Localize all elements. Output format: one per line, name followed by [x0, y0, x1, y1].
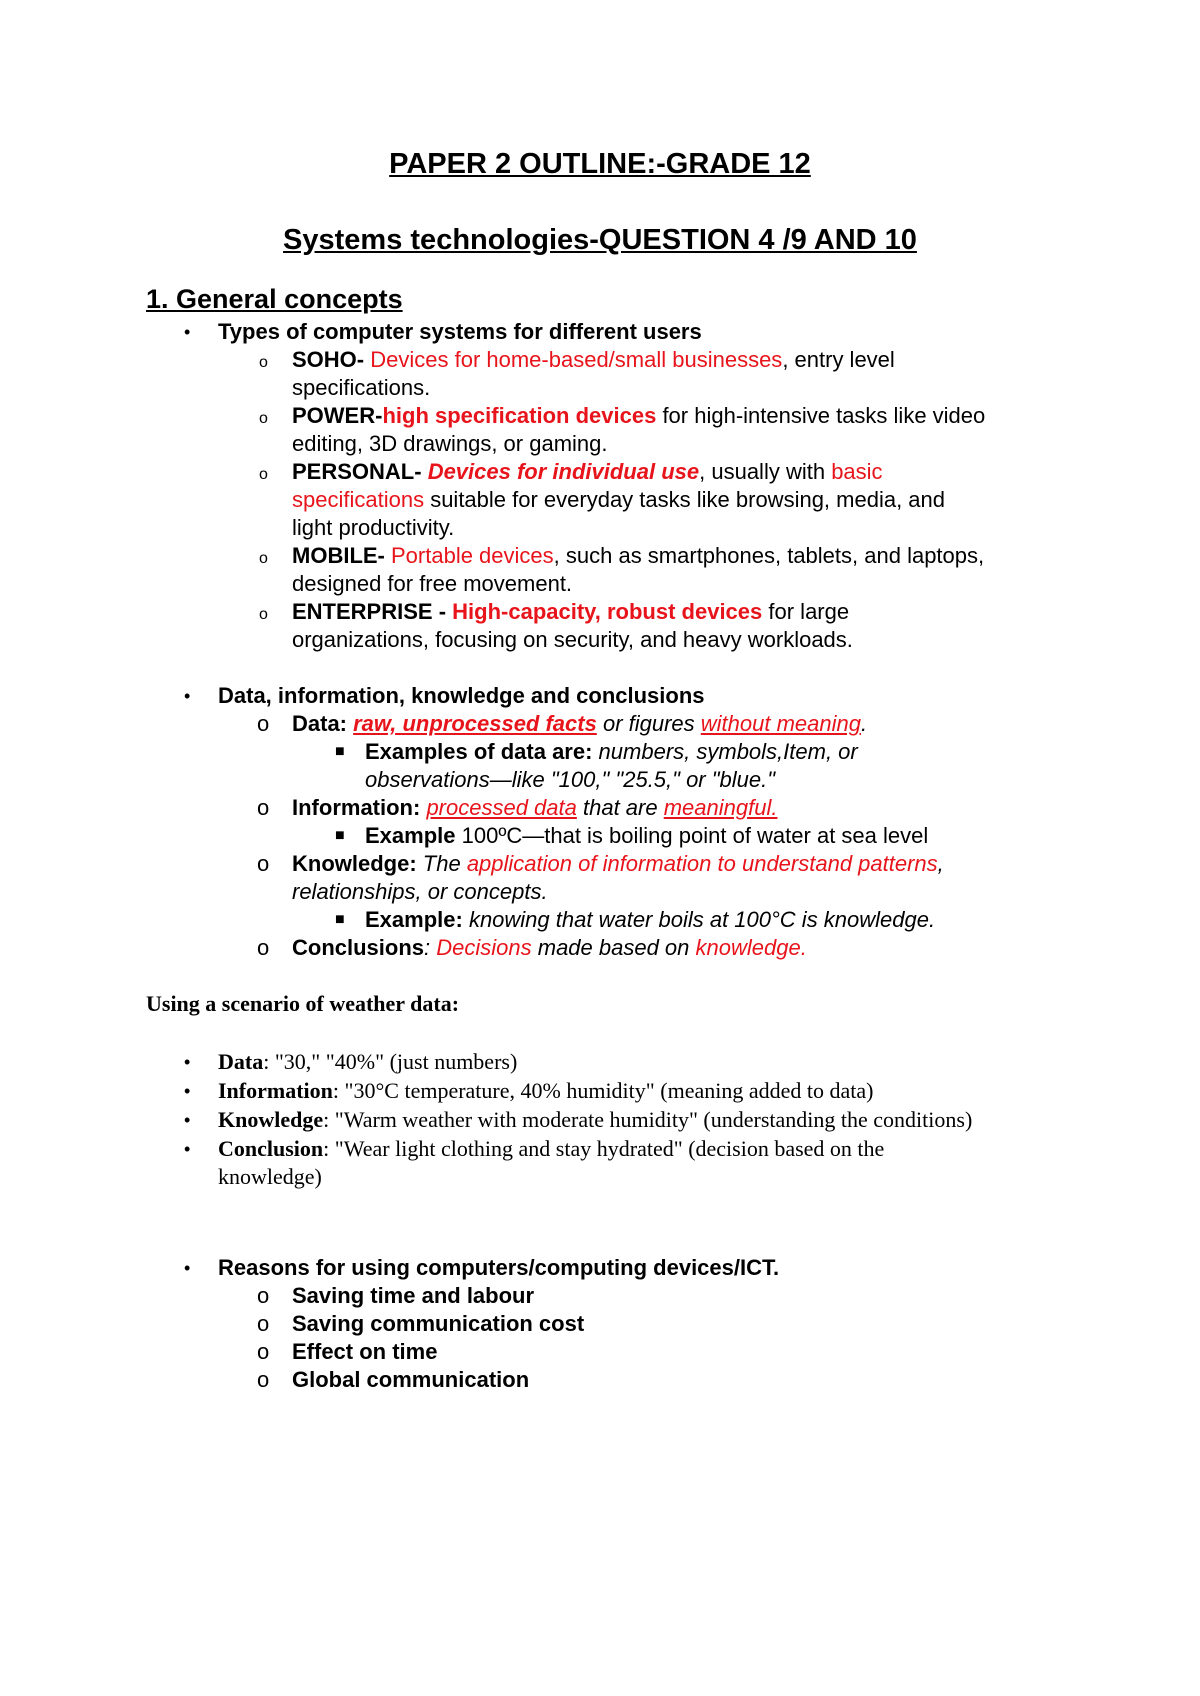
circle-marker: o	[257, 851, 270, 876]
bullet-marker: •	[184, 1052, 191, 1072]
section-heading: 1. General concepts	[146, 284, 403, 314]
list-item-power-cont: editing, 3D drawings, or gaming.	[292, 431, 608, 456]
circle-marker: o	[259, 410, 268, 427]
list-item-knowledge-example: Example: knowing that water boils at 100°C is knowledge.	[365, 907, 936, 932]
circle-marker: o	[257, 1339, 270, 1364]
list-item-mobile-cont: designed for free movement.	[292, 571, 573, 596]
list-item-power: POWER-high specification devices for high-intensive tasks like video	[292, 403, 986, 428]
dikc-heading: Data, information, knowledge and conclusions	[218, 683, 705, 708]
list-item-personal: PERSONAL- Devices for individual use, usually with basic	[292, 459, 883, 484]
list-item-information: Information: processed data that are meaningful.	[292, 795, 778, 820]
reason-item: Global communication	[292, 1367, 530, 1392]
list-item-personal-cont2: light productivity.	[292, 515, 455, 540]
list-item-knowledge: Knowledge: The application of information to understand patterns,	[292, 851, 944, 876]
circle-marker: o	[259, 354, 268, 371]
list-item-knowledge-cont: relationships, or concepts.	[292, 879, 548, 904]
list-item-mobile: MOBILE- Portable devices, such as smartphones, tablets, and laptops,	[292, 543, 985, 568]
bullet-marker: •	[184, 322, 191, 342]
list-item-information-example: Example 100ºC—that is boiling point of water at sea level	[365, 823, 929, 848]
scenario-item-information: Information: "30°C temperature, 40% humidity" (meaning added to data)	[218, 1078, 874, 1103]
circle-marker: o	[259, 550, 268, 567]
list-item-enterprise: ENTERPRISE - High-capacity, robust devices for large	[292, 599, 850, 624]
circle-marker: o	[259, 466, 268, 483]
scenario-item-knowledge: Knowledge: "Warm weather with moderate humidity" (understanding the conditions)	[218, 1107, 973, 1132]
square-marker: ■	[335, 827, 345, 844]
list-item-soho-cont: specifications.	[292, 375, 431, 400]
scenario-item-conclusion-cont: knowledge)	[218, 1164, 322, 1189]
square-marker: ■	[335, 743, 345, 760]
list-item-enterprise-cont: organizations, focusing on security, and heavy workloads.	[292, 627, 853, 652]
list-item-conclusions: Conclusions: Decisions made based on knowledge.	[292, 935, 807, 960]
list-item-data-example-cont: observations—like "100," "25.5," or "blue."	[365, 767, 776, 792]
list-item-data-example: Examples of data are: numbers, symbols,Item, or	[365, 739, 858, 764]
list-item-soho: SOHO- Devices for home-based/small businesses, entry level	[292, 347, 895, 372]
reason-item: Saving time and labour	[292, 1283, 535, 1308]
reason-item: Saving communication cost	[292, 1311, 585, 1336]
circle-marker: o	[257, 1367, 270, 1392]
page-subtitle: Systems technologies-QUESTION 4 /9 AND 10	[283, 224, 917, 256]
scenario-item-conclusion: Conclusion: "Wear light clothing and stay hydrated" (decision based on the	[218, 1136, 885, 1161]
circle-marker: o	[257, 1311, 270, 1336]
circle-marker: o	[257, 1283, 270, 1308]
scenario-heading: Using a scenario of weather data:	[146, 991, 460, 1016]
circle-marker: o	[259, 606, 268, 623]
bullet-marker: •	[184, 1110, 191, 1130]
page-title: PAPER 2 OUTLINE:-GRADE 12	[389, 148, 811, 180]
reason-item: Effect on time	[292, 1339, 438, 1364]
bullet-marker: •	[184, 1139, 191, 1159]
list-item-personal-cont: specifications suitable for everyday tasks like browsing, media, and	[292, 487, 945, 512]
circle-marker: o	[257, 711, 270, 736]
bullet-marker: •	[184, 1081, 191, 1101]
reasons-heading: Reasons for using computers/computing devices/ICT.	[218, 1255, 780, 1280]
list-item-data: Data: raw, unprocessed facts or figures without meaning.	[292, 711, 868, 736]
circle-marker: o	[257, 935, 270, 960]
types-heading: Types of computer systems for different users	[218, 319, 702, 344]
scenario-item-data: Data: "30," "40%" (just numbers)	[218, 1049, 518, 1074]
square-marker: ■	[335, 911, 345, 928]
bullet-marker: •	[184, 686, 191, 706]
circle-marker: o	[257, 795, 270, 820]
bullet-marker: •	[184, 1258, 191, 1278]
